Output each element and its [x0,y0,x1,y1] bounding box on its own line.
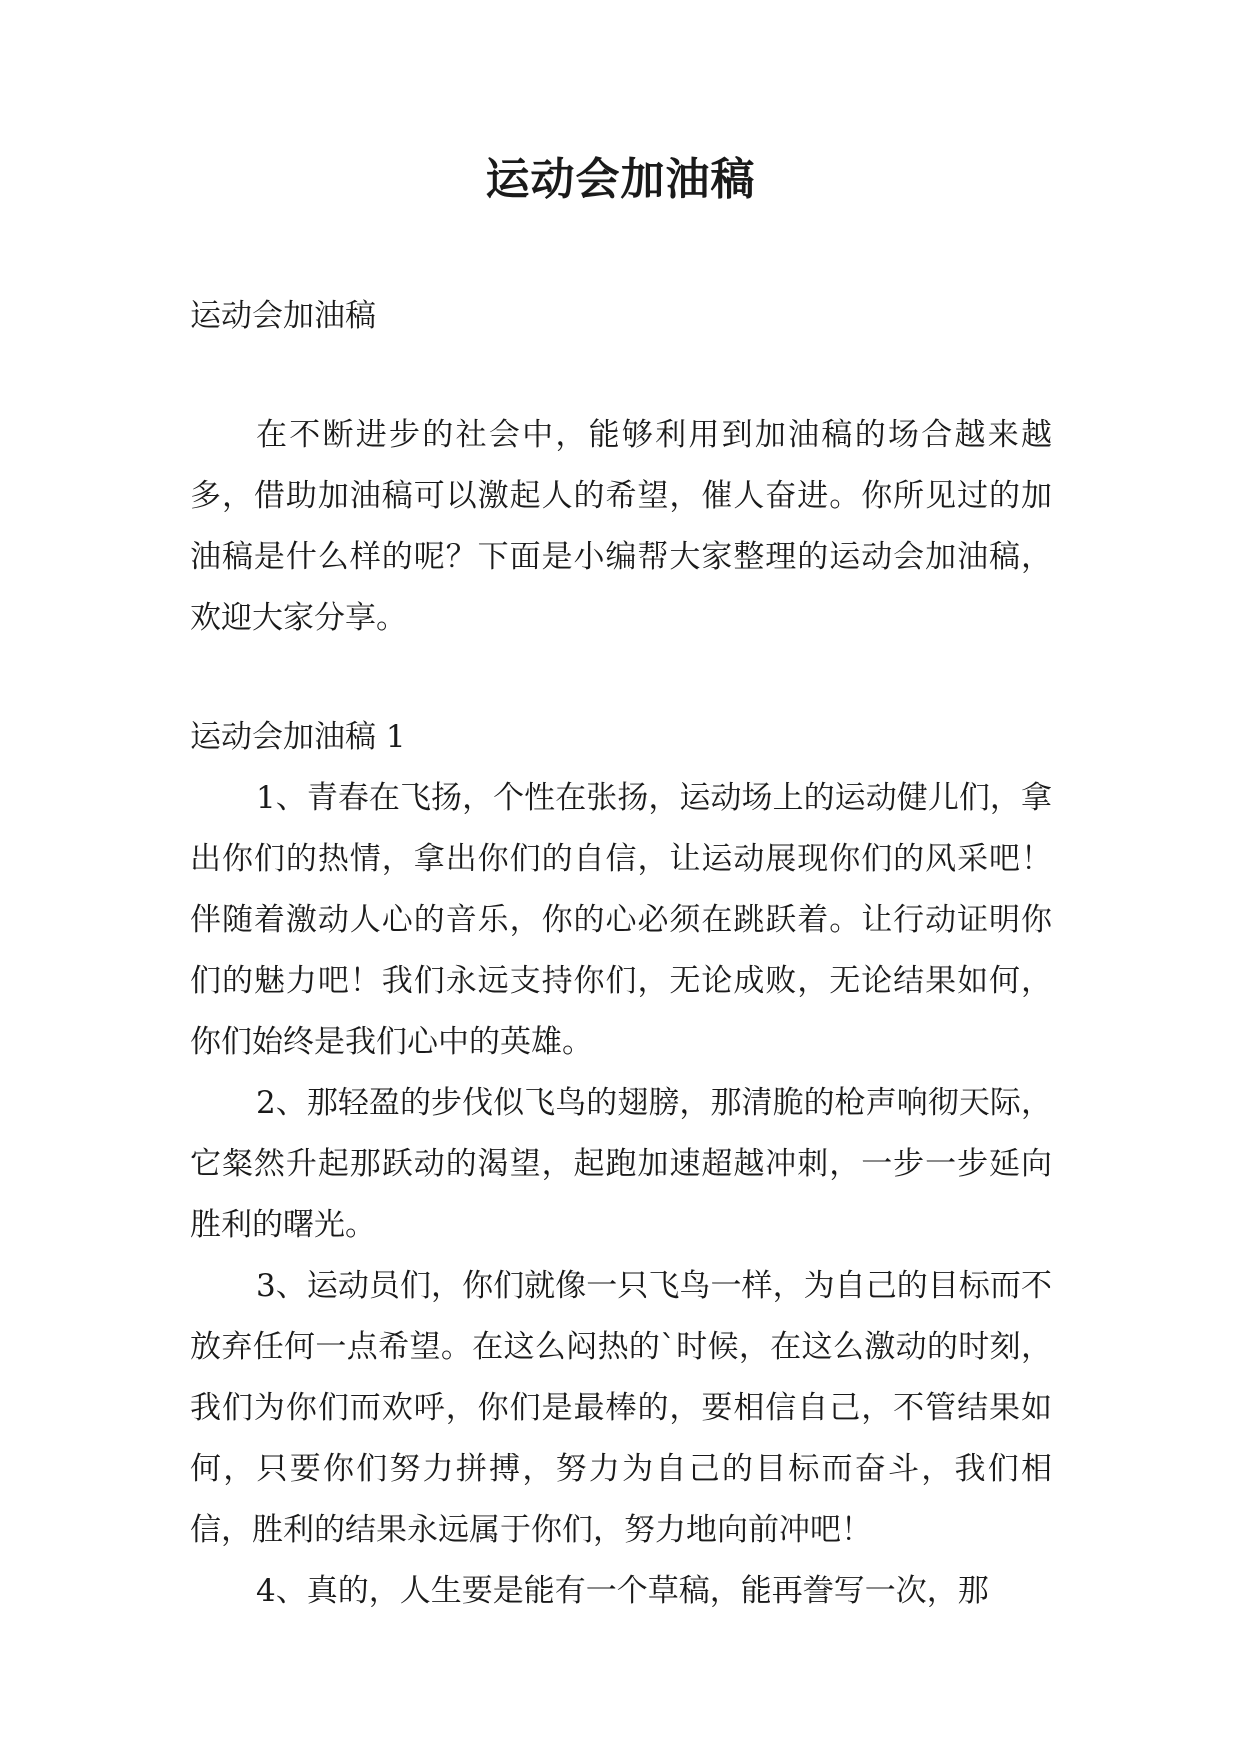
body-paragraph-3: 3、运动员们，你们就像一只飞鸟一样，为自己的目标而不放弃任何一点希望。在这么闷热的`时候，在这么激动的时刻，我们为你们而欢呼，你们是最棒的，要相信自己，不管结果如何，只要你们努力拼搏，努力为自己的目标而奋斗，我们相信，胜利的结果永远属于你们，努力地向前冲吧！ [190,1268,1052,1548]
intro-paragraph: 在不断进步的社会中，能够利用到加油稿的场合越来越多，借助加油稿可以激起人的希望，催人奋进。你所见过的加油稿是什么样的呢？下面是小编帮大家整理的运动会加油稿，欢迎大家分享。 [190,417,1052,636]
body-paragraph-4: 4、真的，人生要是能有一个草稿，能再誊写一次，那 [256,1573,989,1609]
document-title: 运动会加油稿 [485,154,756,205]
body-paragraph-2: 2、那轻盈的步伐似飞鸟的翅膀，那清脆的枪声响彻天际，它粲然升起那跃动的渴望，起跑加速超越冲刺，一步一步延向胜利的曙光。 [190,1085,1052,1243]
document-subtitle: 运动会加油稿 [190,298,376,334]
body-paragraph-1: 1、青春在飞扬，个性在张扬，运动场上的运动健儿们，拿出你们的热情，拿出你们的自信，让运动展现你们的风采吧！伴随着激动人心的音乐，你的心必须在跳跃着。让行动证明你们的魅力吧！我们永远支持你们，无论成败，无论结果如何，你们始终是我们心中的英雄。 [190,780,1052,1060]
document-body [190,286,1052,1622]
section-heading: 运动会加油稿 1 [190,719,406,755]
spacer [190,649,1052,707]
spacer [190,347,1052,405]
